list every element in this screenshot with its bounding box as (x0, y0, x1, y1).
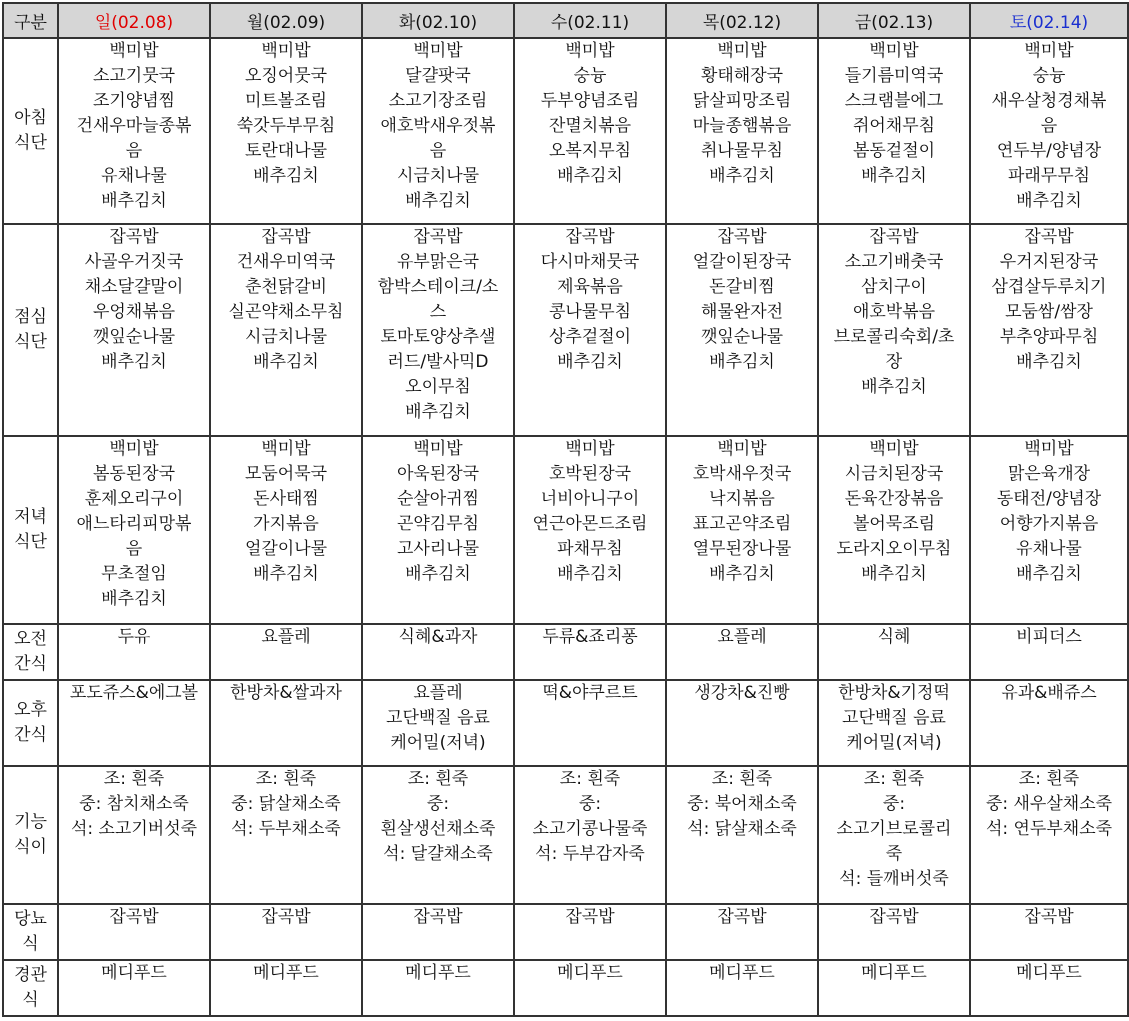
menu-item: 백미밥 (413, 41, 463, 61)
menu-item: 백미밥 (565, 41, 615, 61)
breakfast-row (3, 38, 1128, 224)
menu-cell (970, 680, 1128, 766)
menu-cell (514, 624, 666, 680)
menu-item: 메디푸드 (1016, 963, 1082, 983)
menu-item: 메디푸드 (557, 963, 623, 983)
menu-cell (210, 904, 362, 960)
menu-cell (514, 436, 666, 624)
menu-item: 사골우거짓국 (84, 252, 184, 272)
menu-cell (514, 680, 666, 766)
menu-item: 중: 새우살채소죽 (985, 794, 1113, 814)
menu-item: 모둠어묵국 (244, 464, 328, 484)
menu-cell (58, 38, 210, 224)
menu-item: 백미밥 (1024, 41, 1074, 61)
menu-item: 배추김치 (861, 564, 927, 584)
morning-snack-row (3, 624, 1128, 680)
menu-item: 고사리나물 (396, 539, 480, 559)
menu-item: 배추김치 (709, 352, 775, 372)
menu-item: 유채나물 (1016, 539, 1082, 559)
menu-item: 백미밥 (717, 439, 767, 459)
menu-item: 배추김치 (405, 402, 471, 422)
menu-item: 시금치나물 (244, 327, 328, 347)
menu-cell (818, 680, 970, 766)
menu-item: 배추김치 (557, 166, 623, 186)
menu-item: 조: 흰죽 (255, 769, 317, 789)
menu-item: 중: 닭살채소죽 (231, 794, 341, 814)
row-label-line: 식 (22, 934, 39, 954)
menu-item: 배추김치 (709, 166, 775, 186)
menu-cell (210, 38, 362, 224)
row-label-line: 식 (22, 990, 39, 1010)
menu-item: 음 (125, 539, 143, 559)
menu-item: 요플레 (717, 627, 767, 647)
menu-cell (210, 680, 362, 766)
row-label-line: 식단 (14, 133, 47, 153)
menu-item: 배추김치 (253, 352, 319, 372)
menu-item: 잡곡밥 (109, 907, 159, 927)
menu-item: 깻잎순나물 (700, 327, 784, 347)
menu-item: 메디푸드 (709, 963, 775, 983)
menu-item: 백미밥 (869, 41, 919, 61)
menu-cell (362, 624, 514, 680)
row-label (3, 680, 58, 766)
menu-cell (666, 436, 818, 624)
menu-item: 배추김치 (405, 191, 471, 211)
menu-item: 건새우마늘종볶 (76, 116, 192, 136)
menu-cell (666, 38, 818, 224)
menu-cell (58, 224, 210, 436)
menu-cell (970, 960, 1128, 1016)
menu-item: 열무된장나물 (692, 539, 792, 559)
menu-cell (362, 904, 514, 960)
menu-item: 도라지오이무침 (836, 539, 952, 559)
menu-item: 잡곡밥 (869, 907, 919, 927)
menu-cell (818, 960, 970, 1016)
menu-item: 석: 두부감자죽 (535, 844, 645, 864)
row-label-line: 경관 (14, 965, 47, 985)
menu-item: 잡곡밥 (261, 907, 311, 927)
menu-item: 동태전/양념장 (996, 489, 1102, 509)
menu-item: 조기양념찜 (92, 91, 176, 111)
menu-cell (58, 904, 210, 960)
menu-item: 석: 두부채소죽 (231, 819, 341, 839)
menu-item: 오이무침 (405, 377, 471, 397)
menu-item: 실곤약채소무침 (228, 302, 344, 322)
menu-cell (362, 436, 514, 624)
menu-item: 메디푸드 (861, 963, 927, 983)
menu-item: 고단백질 음료 (386, 708, 490, 728)
menu-cell (970, 904, 1128, 960)
tube-feeding-row (3, 960, 1128, 1016)
menu-item: 백미밥 (717, 41, 767, 61)
menu-item: 조: 흰죽 (103, 769, 165, 789)
menu-item: 낙지볶음 (709, 489, 775, 509)
menu-item: 다시마채뭇국 (540, 252, 640, 272)
menu-item: 백미밥 (261, 41, 311, 61)
menu-item: 장 (885, 352, 903, 372)
menu-item: 무초절임 (101, 564, 167, 584)
menu-item: 어향가지볶음 (999, 514, 1099, 534)
menu-cell (818, 766, 970, 904)
menu-item: 배추김치 (253, 564, 319, 584)
menu-item: 돈육간장볶음 (844, 489, 944, 509)
menu-item: 호박새우젓국 (692, 464, 792, 484)
menu-item: 두류&죠리퐁 (542, 627, 638, 647)
menu-item: 배추김치 (1016, 564, 1082, 584)
menu-item: 포도쥬스&에그볼 (69, 683, 199, 703)
menu-item: 삼겹살두루치기 (991, 277, 1107, 297)
row-label-line: 식단 (14, 532, 47, 552)
menu-item: 곤약김무침 (396, 514, 480, 534)
menu-item: 돈갈비찜 (709, 277, 775, 297)
menu-item: 호박된장국 (548, 464, 632, 484)
menu-item: 케어밀(저녁) (390, 733, 486, 753)
menu-item: 잡곡밥 (717, 227, 767, 247)
day-header: 일(02.08) (58, 3, 210, 38)
row-label (3, 960, 58, 1016)
menu-item: 소고기브로콜리 (836, 819, 952, 839)
menu-item: 음 (1040, 116, 1058, 136)
menu-item: 한방차&쌀과자 (230, 683, 342, 703)
menu-cell (58, 960, 210, 1016)
menu-item: 건새우미역국 (236, 252, 336, 272)
menu-item: 잡곡밥 (1024, 907, 1074, 927)
day-header: 토(02.14) (970, 3, 1128, 38)
menu-cell (514, 224, 666, 436)
menu-cell (210, 436, 362, 624)
menu-item: 스크램블에그 (844, 91, 944, 111)
menu-item: 석: 소고기버섯죽 (70, 819, 198, 839)
menu-item: 배추김치 (709, 564, 775, 584)
menu-cell (362, 960, 514, 1016)
menu-item: 삼치구이 (861, 277, 927, 297)
menu-item: 아욱된장국 (396, 464, 480, 484)
menu-item: 석: 닭살채소죽 (687, 819, 797, 839)
menu-cell (362, 38, 514, 224)
menu-item: 스 (429, 302, 447, 322)
row-label-line: 저녁 (14, 507, 47, 527)
menu-item: 오징어뭇국 (244, 66, 328, 86)
menu-item: 비피더스 (1016, 627, 1082, 647)
menu-item: 파채무침 (557, 539, 623, 559)
menu-cell (58, 766, 210, 904)
menu-item: 백미밥 (869, 439, 919, 459)
menu-cell (58, 624, 210, 680)
day-header: 화(02.10) (362, 3, 514, 38)
menu-item: 배추김치 (101, 589, 167, 609)
menu-item: 메디푸드 (101, 963, 167, 983)
menu-item: 고단백질 음료 (842, 708, 946, 728)
menu-item: 백미밥 (565, 439, 615, 459)
menu-item: 소고기뭇국 (92, 66, 176, 86)
menu-item: 죽 (885, 844, 903, 864)
row-label-line: 식이 (14, 837, 47, 857)
menu-cell (818, 904, 970, 960)
menu-item: 표고곤약조림 (692, 514, 792, 534)
menu-item: 잡곡밥 (565, 227, 615, 247)
menu-item: 배추김치 (1016, 352, 1082, 372)
menu-cell (970, 766, 1128, 904)
menu-item: 쑥갓두부무침 (236, 116, 336, 136)
menu-item: 백미밥 (109, 41, 159, 61)
menu-item: 춘천닭갈비 (244, 277, 328, 297)
menu-item: 너비아니구이 (540, 489, 640, 509)
menu-item: 배추김치 (253, 166, 319, 186)
menu-item: 잡곡밥 (1024, 227, 1074, 247)
menu-item: 함박스테이크/소 (377, 277, 499, 297)
menu-item: 애느타리피망볶 (76, 514, 192, 534)
menu-cell (362, 680, 514, 766)
menu-item: 봄동겉절이 (852, 141, 936, 161)
menu-cell (362, 224, 514, 436)
menu-item: 얼갈이나물 (244, 539, 328, 559)
menu-item: 마늘종햄볶음 (692, 116, 792, 136)
menu-item: 백미밥 (261, 439, 311, 459)
menu-item: 들기름미역국 (844, 66, 944, 86)
menu-cell (210, 766, 362, 904)
row-label-line: 간식 (14, 725, 47, 745)
menu-item: 봄동된장국 (92, 464, 176, 484)
menu-item: 배추김치 (861, 166, 927, 186)
row-label (3, 624, 58, 680)
menu-item: 유과&배쥬스 (1001, 683, 1097, 703)
menu-item: 우엉채볶음 (92, 302, 176, 322)
menu-item: 배추김치 (101, 352, 167, 372)
menu-cell (666, 624, 818, 680)
menu-cell (362, 766, 514, 904)
menu-item: 제육볶음 (557, 277, 623, 297)
row-label-line: 점심 (14, 307, 47, 327)
menu-item: 잡곡밥 (261, 227, 311, 247)
header-label: 구분 (3, 3, 58, 38)
menu-item: 쥐어채무침 (852, 116, 936, 136)
menu-item: 잡곡밥 (413, 907, 463, 927)
menu-item: 석: 달걀채소죽 (383, 844, 493, 864)
menu-item: 중: (426, 794, 450, 814)
day-header: 목(02.12) (666, 3, 818, 38)
menu-item: 백미밥 (109, 439, 159, 459)
menu-cell (666, 224, 818, 436)
menu-item: 배추김치 (1016, 191, 1082, 211)
row-label (3, 766, 58, 904)
menu-item: 음 (429, 141, 447, 161)
menu-item: 석: 들깨버섯죽 (839, 869, 949, 889)
row-label-line: 기능 (14, 812, 47, 832)
menu-item: 배추김치 (557, 352, 623, 372)
menu-item: 소고기장조림 (388, 91, 488, 111)
menu-item: 콩나물무침 (548, 302, 632, 322)
day-header: 수(02.11) (514, 3, 666, 38)
menu-item: 한방차&기정떡 (838, 683, 950, 703)
menu-item: 중: 참치채소죽 (79, 794, 189, 814)
menu-item: 잡곡밥 (869, 227, 919, 247)
menu-cell (970, 224, 1128, 436)
menu-item: 돈사태찜 (253, 489, 319, 509)
menu-item: 요플레 (413, 683, 463, 703)
menu-item: 애호박새우젓볶 (380, 116, 496, 136)
menu-item: 상추겉절이 (548, 327, 632, 347)
row-label (3, 224, 58, 436)
menu-cell (58, 680, 210, 766)
row-label-line: 당뇨 (14, 909, 47, 929)
menu-item: 배추김치 (861, 377, 927, 397)
menu-item: 가지볶음 (253, 514, 319, 534)
menu-item: 조: 흰죽 (863, 769, 925, 789)
menu-item: 석: 연두부채소죽 (985, 819, 1113, 839)
menu-item: 채소달걀말이 (84, 277, 184, 297)
menu-item: 파래무무침 (1007, 166, 1091, 186)
menu-cell (970, 436, 1128, 624)
menu-item: 요플레 (261, 627, 311, 647)
menu-item: 유부맑은국 (396, 252, 480, 272)
menu-item: 조: 흰죽 (711, 769, 773, 789)
menu-item: 메디푸드 (253, 963, 319, 983)
menu-item: 시금치나물 (396, 166, 480, 186)
menu-item: 식혜&과자 (398, 627, 478, 647)
menu-item: 취나물무침 (700, 141, 784, 161)
menu-item: 잔멸치볶음 (548, 116, 632, 136)
menu-item: 볼어묵조림 (852, 514, 936, 534)
menu-item: 잡곡밥 (413, 227, 463, 247)
menu-item: 중: 북어채소죽 (687, 794, 797, 814)
menu-item: 황태해장국 (700, 66, 784, 86)
row-label-line: 오후 (14, 700, 47, 720)
lunch-row (3, 224, 1128, 436)
dinner-row (3, 436, 1128, 624)
menu-item: 새우살청경채볶 (991, 91, 1107, 111)
menu-item: 시금치된장국 (844, 464, 944, 484)
menu-cell (514, 766, 666, 904)
day-header: 금(02.13) (818, 3, 970, 38)
row-label (3, 904, 58, 960)
menu-item: 떡&야쿠르트 (542, 683, 638, 703)
menu-item: 조: 흰죽 (407, 769, 469, 789)
special-diet-row (3, 766, 1128, 904)
menu-item: 백미밥 (1024, 439, 1074, 459)
row-label (3, 436, 58, 624)
menu-item: 브로콜리숙회/초 (833, 327, 955, 347)
menu-item: 달걀팟국 (405, 66, 471, 86)
menu-item: 부추양파무침 (999, 327, 1099, 347)
menu-cell (818, 38, 970, 224)
day-header: 월(02.09) (210, 3, 362, 38)
menu-item: 음 (125, 141, 143, 161)
menu-item: 소고기배춧국 (844, 252, 944, 272)
menu-item: 케어밀(저녁) (846, 733, 942, 753)
menu-item: 배추김치 (101, 191, 167, 211)
menu-cell (514, 904, 666, 960)
diabetic-diet-row (3, 904, 1128, 960)
menu-cell (210, 960, 362, 1016)
row-label (3, 38, 58, 224)
meal-rows (3, 38, 1128, 1016)
menu-item: 두부양념조림 (540, 91, 640, 111)
menu-item: 연근아몬드조림 (532, 514, 648, 534)
menu-item: 배추김치 (557, 564, 623, 584)
menu-item: 유채나물 (101, 166, 167, 186)
menu-item: 흰살생선채소죽 (380, 819, 496, 839)
menu-cell (666, 904, 818, 960)
menu-cell (970, 624, 1128, 680)
menu-item: 오복지무침 (548, 141, 632, 161)
menu-cell (58, 436, 210, 624)
menu-item: 두유 (117, 627, 151, 647)
menu-item: 얼갈이된장국 (692, 252, 792, 272)
menu-item: 잡곡밥 (109, 227, 159, 247)
menu-item: 미트볼조림 (244, 91, 328, 111)
afternoon-snack-row (3, 680, 1128, 766)
menu-item: 해물완자전 (700, 302, 784, 322)
menu-cell (514, 38, 666, 224)
menu-item: 우거지된장국 (999, 252, 1099, 272)
menu-item: 토란대나물 (244, 141, 328, 161)
menu-item: 조: 흰죽 (559, 769, 621, 789)
menu-cell (514, 960, 666, 1016)
menu-item: 배추김치 (405, 564, 471, 584)
menu-item: 순살아귀찜 (396, 489, 480, 509)
menu-cell (210, 624, 362, 680)
meal-plan-table (2, 2, 1129, 1017)
menu-item: 조: 흰죽 (1018, 769, 1080, 789)
menu-cell (666, 680, 818, 766)
menu-item: 연두부/양념장 (996, 141, 1102, 161)
menu-item: 모둠쌈/쌈장 (1005, 302, 1093, 322)
row-label-line: 간식 (14, 654, 47, 674)
menu-cell (210, 224, 362, 436)
menu-item: 훈제오리구이 (84, 489, 184, 509)
menu-cell (818, 624, 970, 680)
menu-item: 애호박볶음 (852, 302, 936, 322)
menu-item: 닭살피망조림 (692, 91, 792, 111)
menu-cell (666, 766, 818, 904)
menu-item: 깻잎순나물 (92, 327, 176, 347)
menu-item: 중: (578, 794, 602, 814)
menu-cell (818, 436, 970, 624)
row-label-line: 오전 (14, 629, 47, 649)
row-label-line: 식단 (14, 332, 47, 352)
menu-cell (666, 960, 818, 1016)
menu-item: 중: (882, 794, 906, 814)
menu-item: 맑은육개장 (1007, 464, 1091, 484)
menu-cell (818, 224, 970, 436)
menu-item: 숭늉 (1032, 66, 1066, 86)
menu-item: 토마토양상추샐 (380, 327, 496, 347)
menu-item: 생강차&진빵 (694, 683, 790, 703)
menu-item: 숭늉 (573, 66, 607, 86)
row-label-line: 아침 (14, 108, 47, 128)
menu-item: 메디푸드 (405, 963, 471, 983)
menu-cell (970, 38, 1128, 224)
menu-item: 백미밥 (413, 439, 463, 459)
menu-item: 식혜 (877, 627, 911, 647)
menu-item: 잡곡밥 (717, 907, 767, 927)
menu-item: 러드/발사믹D (387, 352, 489, 372)
header-row (3, 3, 1128, 38)
menu-item: 소고기콩나물죽 (532, 819, 648, 839)
menu-item: 잡곡밥 (565, 907, 615, 927)
